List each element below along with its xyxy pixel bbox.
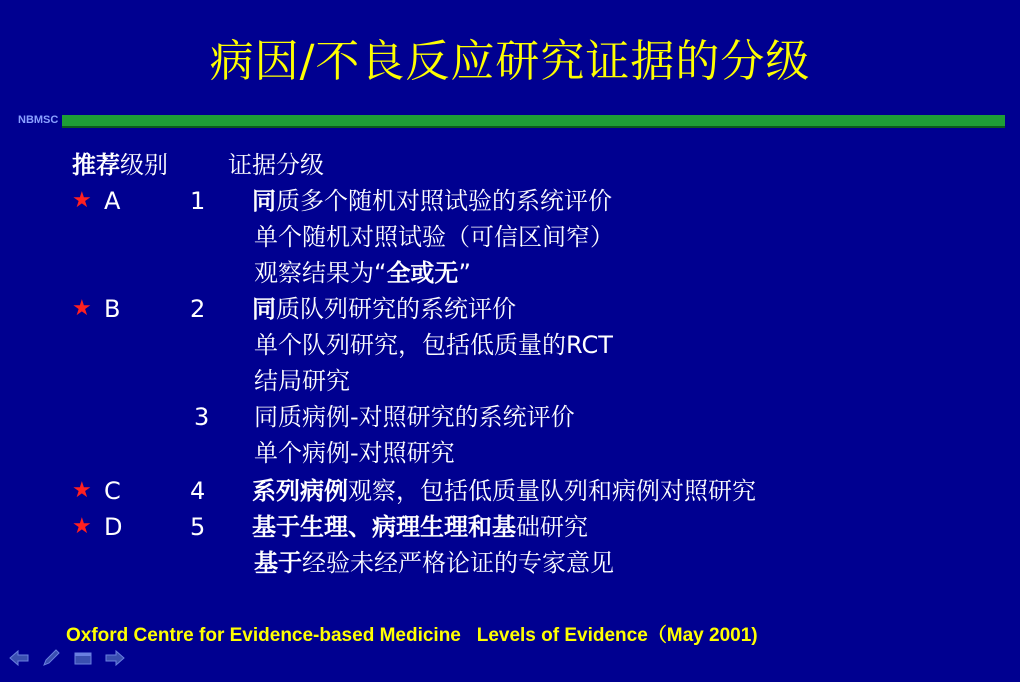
level-label-4: 4 [190,477,206,505]
header-level: 证据分级 [228,151,324,179]
back-arrow-icon[interactable] [8,649,30,667]
menu-icon[interactable] [72,649,94,667]
evidence-item-text: ” [458,259,471,287]
grade-label-b: B [104,295,121,323]
level-label-2: 2 [190,295,206,323]
evidence-item: 同质病例-对照研究的系统评价 [254,403,575,431]
evidence-item-bold: 同 [252,187,276,215]
source-citation: Oxford Centre for Evidence-based Medicine Levels of Evidence（May 2001) [66,625,758,646]
grade-label-a: A [104,187,121,215]
star-icon: ★ [72,478,92,503]
slide-title: 病因/不良反应研究证据的分级 [209,36,811,87]
evidence-item [252,476,756,506]
evidence-item [252,294,516,324]
evidence-item-bold: 基于 [254,549,302,577]
evidence-item [252,186,612,216]
header-grade [72,150,168,180]
title-divider [62,115,1005,126]
evidence-item: 单个队列研究，包括低质量的RCT [254,331,613,359]
forward-arrow-icon[interactable] [104,649,126,667]
evidence-item: 单个病例-对照研究 [254,439,455,467]
level-label-3: 3 [194,403,210,431]
evidence-item [254,258,471,288]
evidence-item-bold: 同 [252,295,276,323]
evidence-item: 单个随机对照试验（可信区间窄） [254,223,614,251]
header-grade-rest: 级别 [120,151,168,179]
star-icon: ★ [72,514,92,539]
slide-nav [8,649,126,667]
logo: NBMSC [18,114,59,126]
evidence-item-text: 观察，包括低质量队列和病例对照研究 [348,477,756,505]
pen-icon[interactable] [40,649,62,667]
star-icon: ★ [72,296,92,321]
evidence-item-text: 观察结果为“ [254,259,387,287]
level-label-5: 5 [190,513,206,541]
evidence-item-bold: 系列病例 [252,477,348,505]
evidence-item-text: 质队列研究的系统评价 [276,295,516,323]
evidence-item-bold: 全或无 [386,259,459,287]
evidence-item-text: 质多个随机对照试验的系统评价 [276,187,612,215]
header-grade-bold: 推荐 [72,151,120,179]
evidence-item: 结局研究 [254,367,350,395]
grade-label-d: D [104,513,123,541]
evidence-item [254,548,614,578]
level-label-1: 1 [190,187,206,215]
grade-label-c: C [104,477,121,505]
title-divider-shadow [62,126,1005,128]
evidence-item-bold: 基于生理、病理生理和基 [252,513,516,541]
evidence-item-text: 经验未经严格论证的专家意见 [302,549,614,577]
evidence-item-text: 础研究 [516,513,588,541]
star-icon: ★ [72,188,92,213]
evidence-item [252,512,588,542]
